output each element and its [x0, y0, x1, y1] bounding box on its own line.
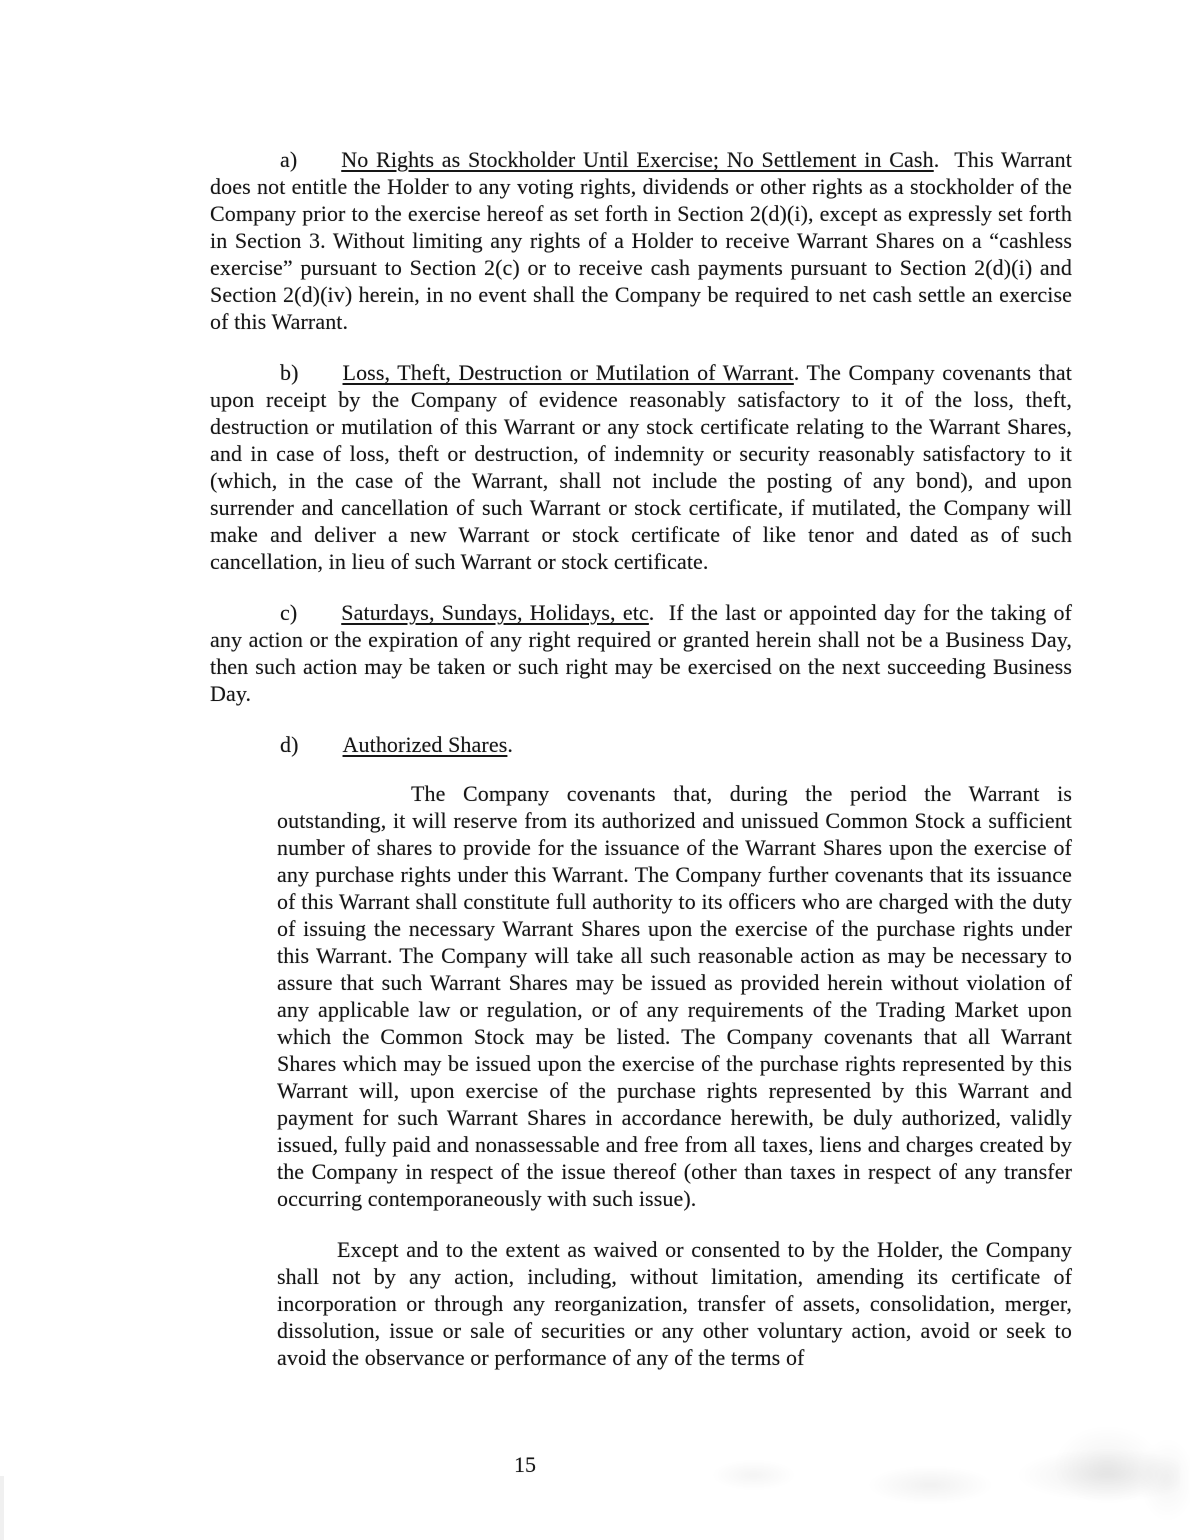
list-marker-c: c): [280, 600, 298, 625]
heading-period: .: [793, 360, 800, 385]
list-marker-d: d): [280, 732, 299, 757]
paragraph-c: [210, 599, 1072, 707]
paragraph-b: [210, 359, 1072, 575]
scan-artifact-edge: [0, 1476, 4, 1540]
list-marker-a: a): [280, 147, 298, 172]
paragraph-d-body-2: Except and to the extent as waived or consented to by the Holder, the Company shall not by any action, including, without limitation, amending its certificate of incorporation or through any reorganization, transfer of assets, consolidation, merger, dissolution, issue or sale of securities or any other voluntary action, avoid or seek to avoid the observance or performance of any of the terms of: [277, 1237, 1072, 1370]
section-heading-b: Loss, Theft, Destruction or Mutilation of Warrant: [342, 360, 794, 385]
scan-artifact-corner: [1040, 1390, 1190, 1540]
paragraph-b-body: The Company covenants that upon receipt by the Company of evidence reasonably satisfactory to it of the loss, theft, destruction or mutilation of this Warrant or any stock certificate relating to the Warrant Shares, and in case of loss, theft or destruction, of indemnity or security reasonably satisfactory to it (which, in the case of the Warrant, shall not include the posting of any bond), and upon surrender and cancellation of such Warrant or stock certificate, if mutilated, the Company will make and deliver a new Warrant or stock certificate of like tenor and dated as of such cancellation, in lieu of such Warrant or stock certificate.: [210, 360, 1072, 574]
paragraph-d-body-1: The Company covenants that, during the period the Warrant is outstanding, it will reserve from its authorized and unissued Common Stock a sufficient number of shares to provide for the issuance of the Warrant Shares upon the exercise of any purchase rights under this Warrant. The Company further covenants that its issuance of this Warrant shall constitute full authority to its officers who are charged with the duty of issuing the necessary Warrant Shares upon the exercise of the purchase rights under this Warrant. The Company will take all such reasonable action as may be necessary to assure that such Warrant Shares may be issued as provided herein without violation of any applicable law or regulation, or of any requirements of the Trading Market upon which the Common Stock may be listed. The Company covenants that all Warrant Shares which may be issued upon the exercise of the purchase rights represented by this Warrant will, upon exercise of the purchase rights represented by this Warrant and payment for such Warrant Shares in accordance herewith, be duly authorized, validly issued, fully paid and nonassessable and free from all taxes, liens and charges created by the Company in respect of the issue thereof (other than taxes in respect of any transfer occurring contemporaneously with such issue).: [277, 781, 1072, 1211]
list-marker-b: b): [280, 360, 299, 385]
section-heading-a: No Rights as Stockholder Until Exercise; No Settlement in Cash: [341, 147, 934, 172]
page-number: 15: [514, 1452, 536, 1477]
paragraph-d: [210, 731, 1072, 758]
scan-artifact-bottom: [660, 1430, 1180, 1530]
heading-period: .: [648, 600, 655, 625]
paragraph-a: [210, 146, 1072, 335]
document-content: [210, 146, 1072, 1395]
section-heading-d: Authorized Shares: [342, 732, 508, 757]
heading-period: .: [933, 147, 940, 172]
paragraph-a-body: This Warrant does not entitle the Holder to any voting rights, dividends or other rights as a stockholder of the Company prior to the exercise hereof as set forth in Section 2(d)(i), except as expressly set forth in Section 3. Without limiting any rights of a Holder to receive Warrant Shares on a “cashless exercise” pursuant to Section 2(c) or to receive cash payments pursuant to Section 2(d)(i) and Section 2(d)(iv) herein, in no event shall the Company be required to net cash settle an exercise of this Warrant.: [210, 147, 1072, 334]
heading-period: .: [507, 732, 513, 757]
paragraph-c-body: If the last or appointed day for the taking of any action or the expiration of any right required or granted herein shall not be a Business Day, then such action may be taken or such right may be exercised on the next succeeding Business Day.: [210, 600, 1072, 706]
section-heading-c: Saturdays, Sundays, Holidays, etc: [341, 600, 649, 625]
